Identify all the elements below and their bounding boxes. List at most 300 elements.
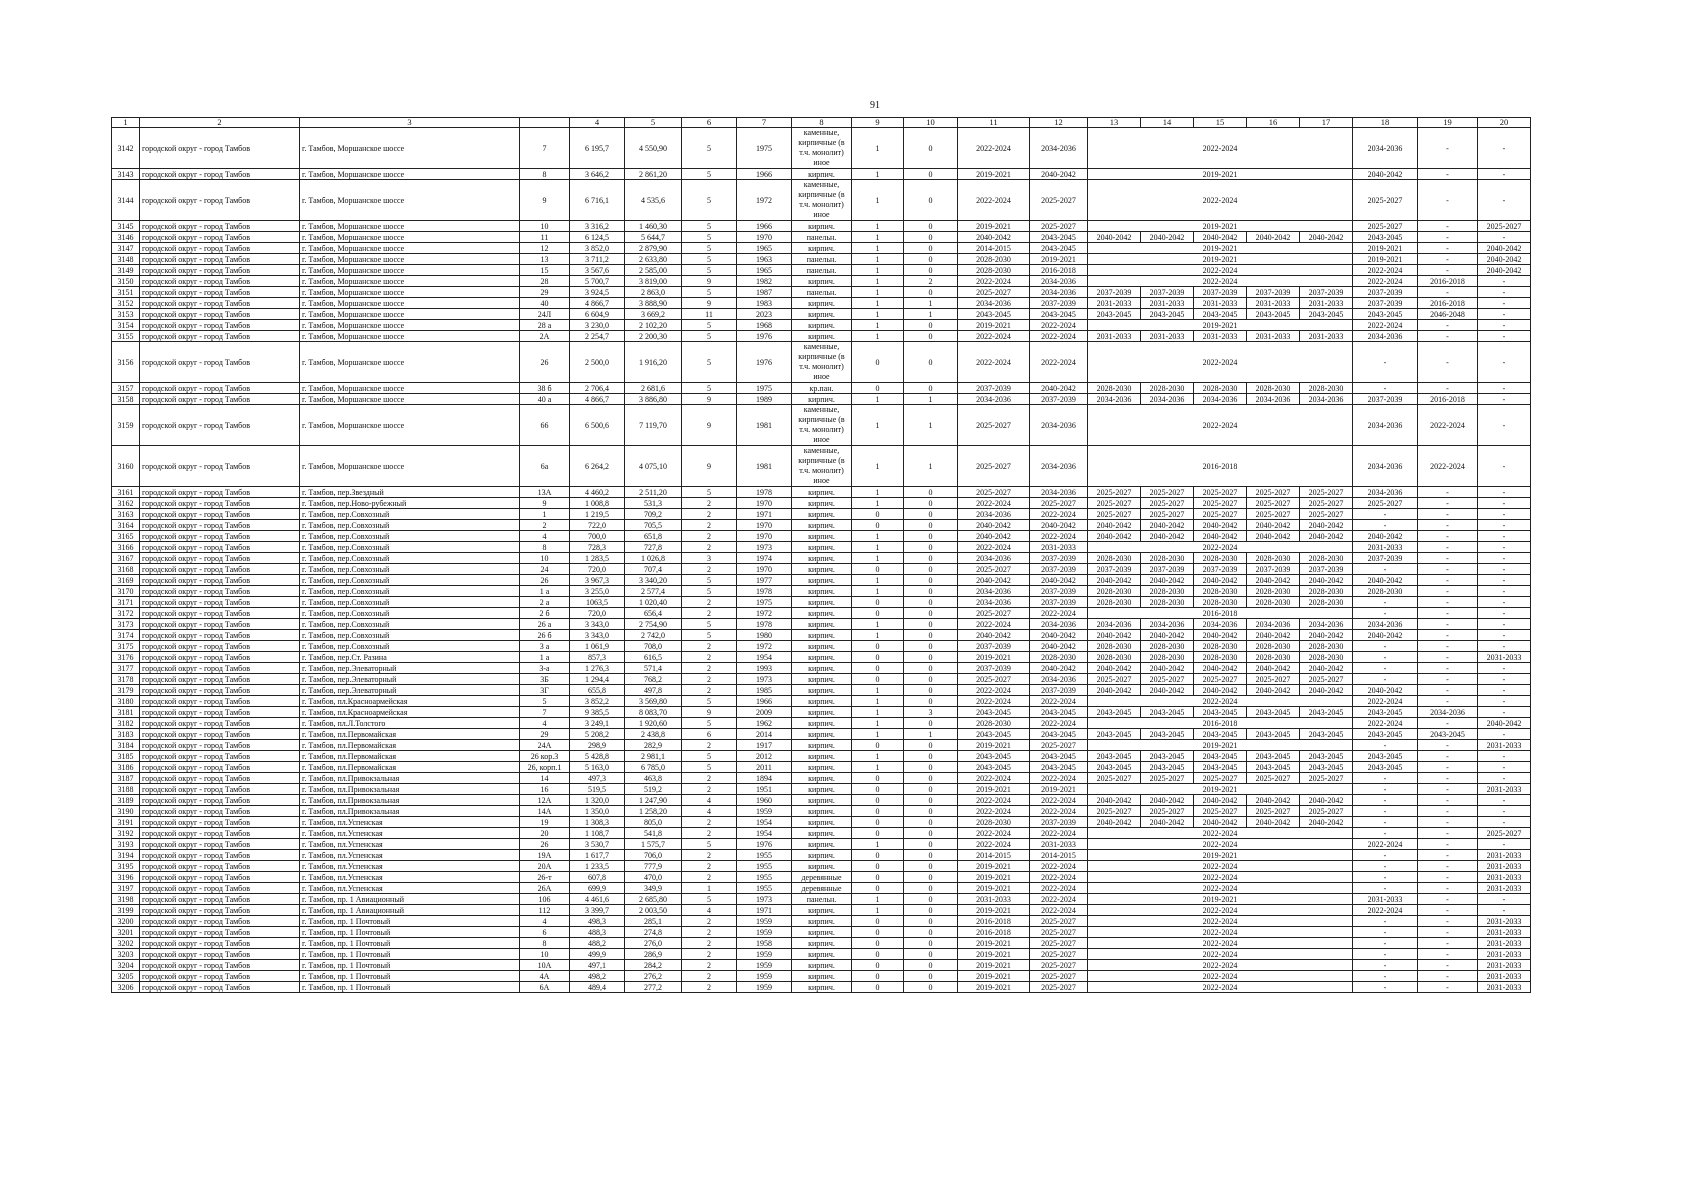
total-area: 6 264,2 [570, 446, 625, 487]
period-14: 2040-2042 [1141, 520, 1194, 531]
address: г. Тамбов, пер.Совхозный [300, 553, 520, 564]
floors: 6 [682, 729, 737, 740]
period-20: - [1478, 342, 1531, 383]
wall-material: кирпич. [792, 773, 852, 784]
period-15: 2040-2042 [1194, 232, 1247, 243]
row-number: 3201 [112, 927, 140, 938]
period-15: 2040-2042 [1194, 663, 1247, 674]
wall-material: кирпич. [792, 740, 852, 751]
period-12: 2019-2021 [1030, 254, 1088, 265]
table-row [112, 608, 1531, 619]
flag-b: 0 [904, 883, 958, 894]
living-area: 2 742,0 [625, 630, 682, 641]
house-number: 40 [520, 298, 570, 309]
flag-b: 0 [904, 331, 958, 342]
period-11: 2022-2024 [958, 828, 1030, 839]
total-area: 1 276,3 [570, 663, 625, 674]
wall-material: кирпич. [792, 751, 852, 762]
period-20: - [1478, 405, 1531, 446]
column-number: 9 [852, 118, 904, 128]
period-20: 2031-2033 [1478, 927, 1531, 938]
period-19: 2016-2018 [1418, 394, 1478, 405]
period-18: 2019-2021 [1353, 243, 1418, 254]
flag-b: 0 [904, 960, 958, 971]
year-built: 1975 [737, 128, 792, 169]
period-12: 2037-2039 [1030, 685, 1088, 696]
municipality: городской округ - город Тамбов [140, 751, 300, 762]
period-merged: 2022-2024 [1088, 696, 1353, 707]
period-11: 2037-2039 [958, 641, 1030, 652]
period-13: 2025-2027 [1088, 674, 1141, 685]
period-19: - [1418, 232, 1478, 243]
flag-b: 1 [904, 309, 958, 320]
table-row [112, 128, 1531, 169]
period-17: 2025-2027 [1300, 674, 1353, 685]
period-16: 2034-2036 [1247, 619, 1300, 630]
living-area: 5 644,7 [625, 232, 682, 243]
address: г. Тамбов, Моршанское шоссе [300, 309, 520, 320]
address: г. Тамбов, пл.Первомайская [300, 740, 520, 751]
total-area: 655,8 [570, 685, 625, 696]
flag-b: 0 [904, 287, 958, 298]
period-12: 2022-2024 [1030, 331, 1088, 342]
wall-material: кирпич. [792, 938, 852, 949]
year-built: 1976 [737, 331, 792, 342]
municipality: городской округ - город Тамбов [140, 169, 300, 180]
period-13: 2025-2027 [1088, 806, 1141, 817]
period-18: 2043-2045 [1353, 751, 1418, 762]
row-number: 3179 [112, 685, 140, 696]
period-13: 2043-2045 [1088, 309, 1141, 320]
wall-material: панельн. [792, 894, 852, 905]
period-19: - [1418, 696, 1478, 707]
flag-a: 1 [852, 894, 904, 905]
period-merged: 2022-2024 [1088, 971, 1353, 982]
year-built: 1970 [737, 531, 792, 542]
municipality: городской округ - город Тамбов [140, 243, 300, 254]
living-area: 706,0 [625, 850, 682, 861]
period-18: - [1353, 773, 1418, 784]
municipality: городской округ - город Тамбов [140, 674, 300, 685]
period-16: 2025-2027 [1247, 773, 1300, 784]
year-built: 1978 [737, 619, 792, 630]
period-20: - [1478, 553, 1531, 564]
table-row [112, 394, 1531, 405]
total-area: 3 230,0 [570, 320, 625, 331]
period-20: 2031-2033 [1478, 740, 1531, 751]
municipality: городской округ - город Тамбов [140, 265, 300, 276]
flag-a: 1 [852, 718, 904, 729]
year-built: 1966 [737, 169, 792, 180]
address: г. Тамбов, Моршанское шоссе [300, 243, 520, 254]
period-merged: 2022-2024 [1088, 542, 1353, 553]
period-12: 2034-2036 [1030, 128, 1088, 169]
flag-b: 0 [904, 751, 958, 762]
period-19: - [1418, 674, 1478, 685]
period-20: - [1478, 641, 1531, 652]
house-number: 6А [520, 982, 570, 993]
period-18: 2031-2033 [1353, 542, 1418, 553]
row-number: 3149 [112, 265, 140, 276]
period-15: 2037-2039 [1194, 564, 1247, 575]
wall-material: кирпич. [792, 309, 852, 320]
wall-material: кирпич. [792, 663, 852, 674]
living-area: 1 026,8 [625, 553, 682, 564]
row-number: 3205 [112, 971, 140, 982]
period-16: 2028-2030 [1247, 553, 1300, 564]
row-number: 3200 [112, 916, 140, 927]
year-built: 1975 [737, 597, 792, 608]
municipality: городской округ - город Тамбов [140, 663, 300, 674]
floors: 2 [682, 817, 737, 828]
period-11: 2019-2021 [958, 320, 1030, 331]
flag-a: 1 [852, 531, 904, 542]
period-12: 2040-2042 [1030, 630, 1088, 641]
row-number: 3168 [112, 564, 140, 575]
period-19: 2022-2024 [1418, 405, 1478, 446]
period-18: 2037-2039 [1353, 298, 1418, 309]
year-built: 1977 [737, 575, 792, 586]
flag-a: 0 [852, 982, 904, 993]
address: г. Тамбов, пер.Элеваторный [300, 663, 520, 674]
period-11: 2034-2036 [958, 597, 1030, 608]
wall-material: кирпич. [792, 707, 852, 718]
row-number: 3148 [112, 254, 140, 265]
total-area: 4 866,7 [570, 298, 625, 309]
period-merged: 2016-2018 [1088, 608, 1353, 619]
flag-a: 0 [852, 872, 904, 883]
address: г. Тамбов, пр. 1 Почтовый [300, 982, 520, 993]
municipality: городской округ - город Тамбов [140, 531, 300, 542]
living-area: 8 083,70 [625, 707, 682, 718]
period-20: - [1478, 383, 1531, 394]
address: г. Тамбов, пл.Красноармейская [300, 696, 520, 707]
address: г. Тамбов, пл.Привокзальная [300, 795, 520, 806]
total-area: 298,9 [570, 740, 625, 751]
period-20: - [1478, 276, 1531, 287]
total-area: 3 530,7 [570, 839, 625, 850]
period-18: - [1353, 564, 1418, 575]
house-number: 8 [520, 938, 570, 949]
flag-a: 1 [852, 232, 904, 243]
floors: 2 [682, 509, 737, 520]
floors: 9 [682, 405, 737, 446]
house-number: 26 а [520, 619, 570, 630]
period-19: - [1418, 564, 1478, 575]
floors: 2 [682, 960, 737, 971]
living-area: 2 863,0 [625, 287, 682, 298]
period-17: 2031-2033 [1300, 331, 1353, 342]
year-built: 1971 [737, 509, 792, 520]
period-18: - [1353, 509, 1418, 520]
row-number: 3172 [112, 608, 140, 619]
period-20: - [1478, 817, 1531, 828]
column-number: 11 [958, 118, 1030, 128]
year-built: 1959 [737, 949, 792, 960]
period-11: 2022-2024 [958, 795, 1030, 806]
flag-a: 1 [852, 394, 904, 405]
year-built: 1965 [737, 243, 792, 254]
period-merged: 2022-2024 [1088, 276, 1353, 287]
flag-a: 1 [852, 405, 904, 446]
table-row [112, 383, 1531, 394]
flag-b: 0 [904, 641, 958, 652]
period-14: 2037-2039 [1141, 287, 1194, 298]
flag-a: 1 [852, 298, 904, 309]
flag-b: 3 [904, 707, 958, 718]
row-number: 3171 [112, 597, 140, 608]
period-12: 2034-2036 [1030, 446, 1088, 487]
total-area: 5 428,8 [570, 751, 625, 762]
period-16: 2040-2042 [1247, 575, 1300, 586]
municipality: городской округ - город Тамбов [140, 520, 300, 531]
period-15: 2028-2030 [1194, 597, 1247, 608]
column-number: 10 [904, 118, 958, 128]
period-15: 2025-2027 [1194, 498, 1247, 509]
column-number: 14 [1141, 118, 1194, 128]
period-18: 2040-2042 [1353, 630, 1418, 641]
period-11: 2019-2021 [958, 861, 1030, 872]
address: г. Тамбов, пл.Первомайская [300, 729, 520, 740]
column-number: 3 [300, 118, 520, 128]
living-area: 2 003,50 [625, 905, 682, 916]
municipality: городской округ - город Тамбов [140, 982, 300, 993]
period-11: 2019-2021 [958, 949, 1030, 960]
column-number: 16 [1247, 118, 1300, 128]
floors: 2 [682, 542, 737, 553]
house-number: 2А [520, 331, 570, 342]
row-number: 3161 [112, 487, 140, 498]
wall-material: кирпич. [792, 795, 852, 806]
period-16: 2037-2039 [1247, 287, 1300, 298]
living-area: 768,2 [625, 674, 682, 685]
period-11: 2019-2021 [958, 883, 1030, 894]
flag-b: 0 [904, 520, 958, 531]
period-18: - [1353, 916, 1418, 927]
total-area: 1 219,5 [570, 509, 625, 520]
period-merged: 2022-2024 [1088, 872, 1353, 883]
column-number-row [112, 118, 1531, 128]
period-12: 2043-2045 [1030, 309, 1088, 320]
address: г. Тамбов, Моршанское шоссе [300, 298, 520, 309]
municipality: городской округ - город Тамбов [140, 446, 300, 487]
period-14: 2028-2030 [1141, 597, 1194, 608]
municipality: городской округ - город Тамбов [140, 232, 300, 243]
total-area: 1 320,0 [570, 795, 625, 806]
wall-material: кирпич. [792, 509, 852, 520]
period-12: 2025-2027 [1030, 180, 1088, 221]
period-12: 2040-2042 [1030, 575, 1088, 586]
period-12: 2022-2024 [1030, 861, 1088, 872]
period-13: 2028-2030 [1088, 652, 1141, 663]
living-area: 2 981,1 [625, 751, 682, 762]
floors: 5 [682, 487, 737, 498]
total-area: 857,3 [570, 652, 625, 663]
row-number: 3176 [112, 652, 140, 663]
living-area: 2 438,8 [625, 729, 682, 740]
period-12: 2022-2024 [1030, 342, 1088, 383]
total-area: 1 061,9 [570, 641, 625, 652]
address: г. Тамбов, пл.Успенская [300, 839, 520, 850]
address: г. Тамбов, Моршанское шоссе [300, 342, 520, 383]
period-11: 2028-2030 [958, 254, 1030, 265]
flag-b: 0 [904, 740, 958, 751]
total-area: 6 500,6 [570, 405, 625, 446]
period-merged: 2022-2024 [1088, 405, 1353, 446]
total-area: 2 254,7 [570, 331, 625, 342]
period-19: - [1418, 685, 1478, 696]
table-row [112, 949, 1531, 960]
period-12: 2022-2024 [1030, 872, 1088, 883]
total-area: 3 316,2 [570, 221, 625, 232]
row-number: 3191 [112, 817, 140, 828]
floors: 5 [682, 320, 737, 331]
row-number: 3204 [112, 960, 140, 971]
register-table [111, 117, 1531, 993]
period-14: 2028-2030 [1141, 553, 1194, 564]
period-19: - [1418, 586, 1478, 597]
living-area: 470,0 [625, 872, 682, 883]
address: г. Тамбов, пр. 1 Почтовый [300, 949, 520, 960]
period-12: 2037-2039 [1030, 586, 1088, 597]
period-20: - [1478, 498, 1531, 509]
period-20: - [1478, 180, 1531, 221]
row-number: 3167 [112, 553, 140, 564]
flag-a: 0 [852, 509, 904, 520]
period-merged: 2019-2021 [1088, 740, 1353, 751]
wall-material: кирпич. [792, 916, 852, 927]
period-15: 2028-2030 [1194, 553, 1247, 564]
period-merged: 2016-2018 [1088, 446, 1353, 487]
year-built: 1955 [737, 872, 792, 883]
municipality: городской округ - город Тамбов [140, 938, 300, 949]
floors: 2 [682, 740, 737, 751]
flag-b: 0 [904, 861, 958, 872]
period-11: 2019-2021 [958, 905, 1030, 916]
period-16: 2028-2030 [1247, 586, 1300, 597]
row-number: 3170 [112, 586, 140, 597]
period-12: 2025-2027 [1030, 949, 1088, 960]
municipality: городской округ - город Тамбов [140, 707, 300, 718]
period-14: 2043-2045 [1141, 751, 1194, 762]
wall-material: кирпич. [792, 331, 852, 342]
flag-a: 0 [852, 597, 904, 608]
flag-b: 0 [904, 564, 958, 575]
table-row [112, 652, 1531, 663]
period-17: 2028-2030 [1300, 586, 1353, 597]
period-19: - [1418, 487, 1478, 498]
table-row [112, 342, 1531, 383]
table-row [112, 707, 1531, 718]
period-12: 2014-2015 [1030, 850, 1088, 861]
house-number: 4 [520, 718, 570, 729]
house-number: 9 [520, 498, 570, 509]
period-20: - [1478, 795, 1531, 806]
total-area: 3 255,0 [570, 586, 625, 597]
total-area: 6 124,5 [570, 232, 625, 243]
flag-b: 0 [904, 663, 958, 674]
period-17: 2025-2027 [1300, 487, 1353, 498]
total-area: 3 399,7 [570, 905, 625, 916]
address: г. Тамбов, пр. 1 Почтовый [300, 960, 520, 971]
floors: 5 [682, 331, 737, 342]
period-17: 2043-2045 [1300, 729, 1353, 740]
address: г. Тамбов, пл.Успенская [300, 828, 520, 839]
flag-a: 0 [852, 784, 904, 795]
table-row [112, 232, 1531, 243]
table-row [112, 861, 1531, 872]
row-number: 3151 [112, 287, 140, 298]
floors: 2 [682, 597, 737, 608]
period-15: 2034-2036 [1194, 394, 1247, 405]
flag-a: 0 [852, 795, 904, 806]
row-number: 3155 [112, 331, 140, 342]
wall-material: кр.пан. [792, 383, 852, 394]
flag-a: 0 [852, 938, 904, 949]
period-12: 2022-2024 [1030, 718, 1088, 729]
period-14: 2040-2042 [1141, 575, 1194, 586]
period-16: 2028-2030 [1247, 597, 1300, 608]
floors: 2 [682, 927, 737, 938]
flag-a: 1 [852, 276, 904, 287]
address: г. Тамбов, пр. 1 Авиационный [300, 905, 520, 916]
floors: 5 [682, 342, 737, 383]
period-18: 2031-2033 [1353, 894, 1418, 905]
row-number: 3198 [112, 894, 140, 905]
period-11: 2019-2021 [958, 740, 1030, 751]
house-number: 10 [520, 221, 570, 232]
period-11: 2022-2024 [958, 342, 1030, 383]
period-12: 2025-2027 [1030, 927, 1088, 938]
table-row [112, 916, 1531, 927]
period-17: 2040-2042 [1300, 531, 1353, 542]
flag-a: 1 [852, 243, 904, 254]
flag-b: 0 [904, 128, 958, 169]
municipality: городской округ - город Тамбов [140, 331, 300, 342]
table-row [112, 520, 1531, 531]
house-number: 3-а [520, 663, 570, 674]
row-number: 3160 [112, 446, 140, 487]
period-18: - [1353, 971, 1418, 982]
period-20: - [1478, 575, 1531, 586]
period-15: 2037-2039 [1194, 287, 1247, 298]
period-merged: 2019-2021 [1088, 254, 1353, 265]
period-11: 2025-2027 [958, 564, 1030, 575]
period-13: 2025-2027 [1088, 487, 1141, 498]
address: г. Тамбов, Моршанское шоссе [300, 180, 520, 221]
period-19: 2034-2036 [1418, 707, 1478, 718]
period-merged: 2022-2024 [1088, 839, 1353, 850]
address: г. Тамбов, пл.Успенская [300, 850, 520, 861]
period-13: 2028-2030 [1088, 597, 1141, 608]
period-14: 2043-2045 [1141, 762, 1194, 773]
floors: 5 [682, 383, 737, 394]
period-15: 2028-2030 [1194, 586, 1247, 597]
table-row [112, 542, 1531, 553]
municipality: городской округ - город Тамбов [140, 586, 300, 597]
flag-a: 1 [852, 905, 904, 916]
period-19: - [1418, 630, 1478, 641]
flag-b: 0 [904, 685, 958, 696]
period-13: 2040-2042 [1088, 795, 1141, 806]
floors: 3 [682, 553, 737, 564]
living-area: 3 669,2 [625, 309, 682, 320]
living-area: 2 511,20 [625, 487, 682, 498]
floors: 2 [682, 850, 737, 861]
period-20: - [1478, 663, 1531, 674]
address: г. Тамбов, Моршанское шоссе [300, 394, 520, 405]
period-20: - [1478, 751, 1531, 762]
